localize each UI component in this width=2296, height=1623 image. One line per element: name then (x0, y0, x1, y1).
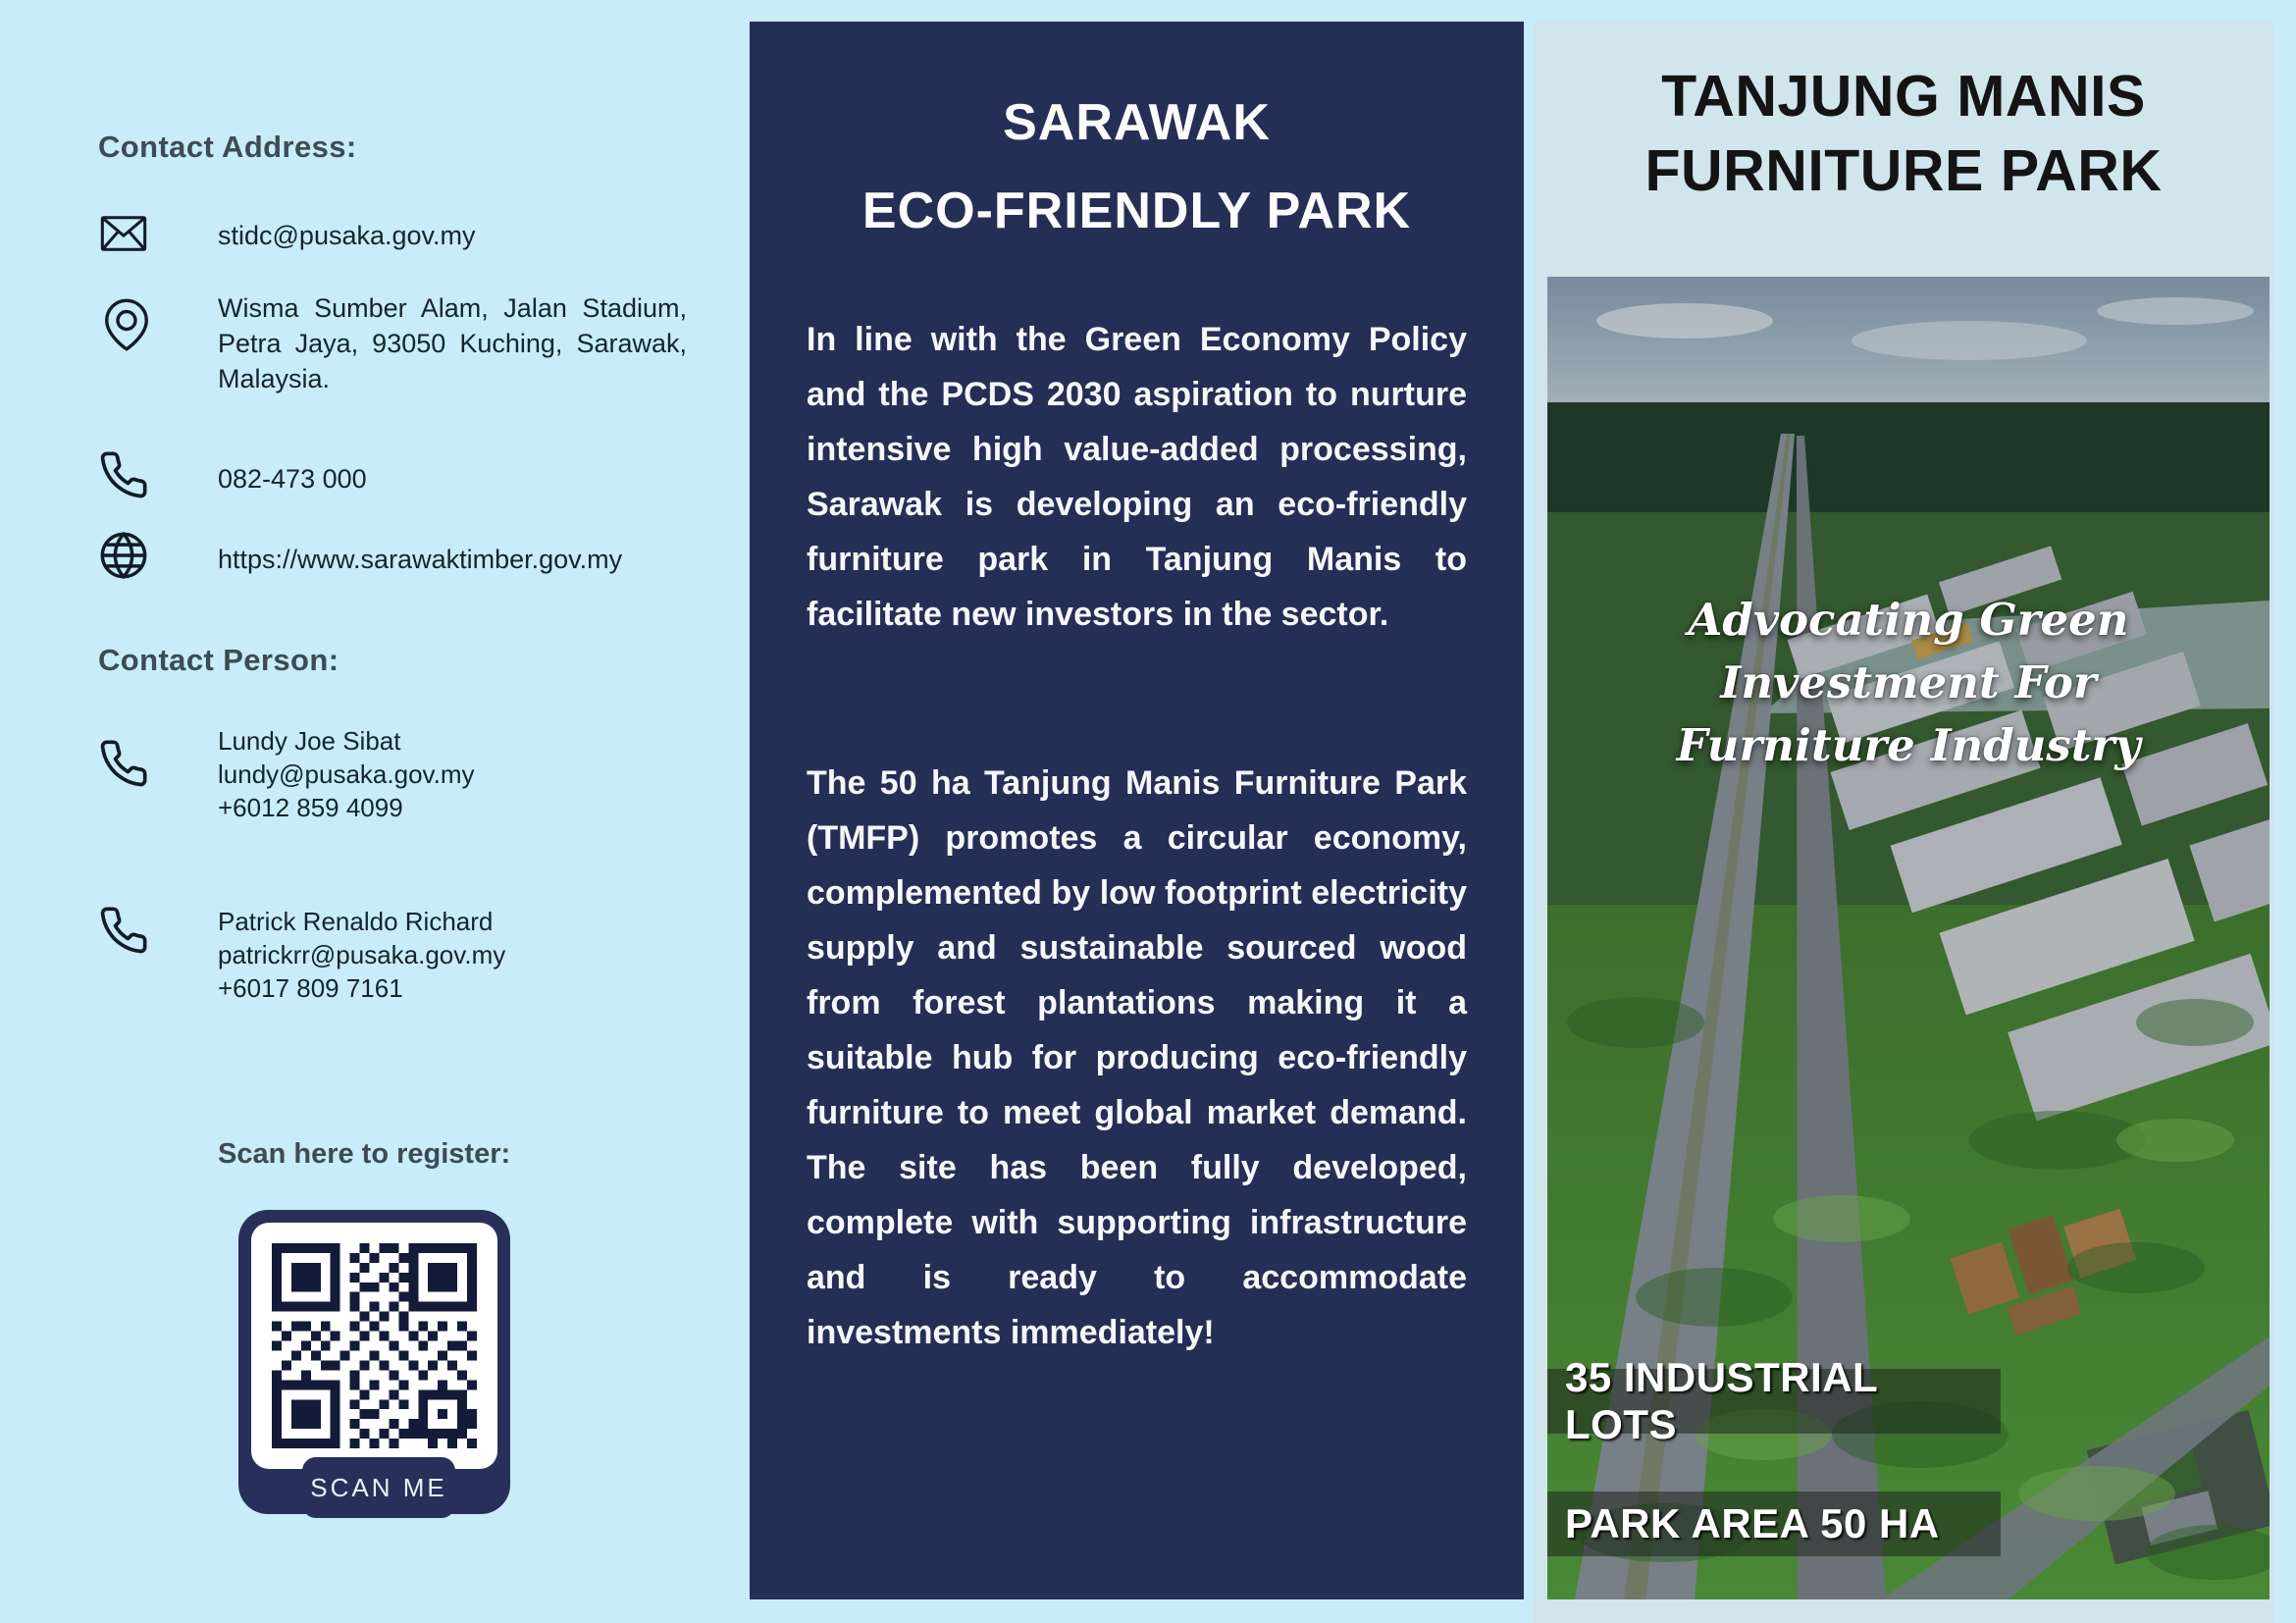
contact-person-2 (218, 905, 505, 1005)
scan-register-heading: Scan here to register: (218, 1138, 511, 1170)
eco-park-panel (750, 22, 1524, 1599)
phone-icon (98, 738, 149, 789)
scan-me-pill (302, 1457, 455, 1518)
person-name: Patrick Renaldo Richard (218, 907, 494, 936)
contact-phone: 082-473 000 (218, 464, 367, 494)
center-title (750, 79, 1524, 255)
contact-address-heading: Contact Address: (98, 130, 357, 164)
phone-icon (98, 449, 149, 500)
qr-code-pattern (251, 1223, 497, 1469)
person-phone: +6017 809 7161 (218, 973, 403, 1003)
contact-website[interactable]: https://www.sarawaktimber.gov.my (218, 545, 623, 574)
park-area-badge: PARK AREA 50 HA (1547, 1492, 2001, 1556)
aerial-park-photo (1547, 277, 2270, 1599)
globe-icon (98, 530, 149, 581)
contact-address: Wisma Sumber Alam, Jalan Stadium, Petra Jaya, 93050 Kuching, Sarawak, Malaysia. (218, 293, 687, 393)
contact-person-1 (218, 724, 475, 824)
center-title-line1: SARAWAK (1003, 94, 1271, 151)
photo-caption-line2: Furniture Industry (1676, 719, 2141, 771)
tmfp-paragraph: The 50 ha Tanjung Manis Furniture Park (TMFP) promotes a circular economy, complemented by low footprint electricity supply and sustainable sourced wood from forest plantations making it a suitable hub for producing eco-friendly furniture to meet global market demand. The site has been fully developed, complete with supporting infrastructure and is ready to accommodate investments immediately! (807, 764, 1467, 1351)
contact-panel (0, 0, 750, 1623)
photo-caption (1547, 589, 2270, 777)
phone-icon (98, 905, 149, 956)
cover-title-line2: FURNITURE PARK (1644, 138, 2163, 203)
envelope-icon (98, 208, 149, 259)
scan-me-label: SCAN ME (310, 1472, 447, 1502)
qr-code[interactable] (238, 1210, 510, 1514)
person-email[interactable]: patrickrr@pusaka.gov.my (218, 940, 506, 969)
person-name: Lundy Joe Sibat (218, 726, 401, 756)
person-phone: +6012 859 4099 (218, 793, 403, 822)
person-email[interactable]: lundy@pusaka.gov.my (218, 759, 475, 789)
cover-title (1534, 59, 2273, 208)
photo-caption-line1: Advocating Green Investment For (1688, 594, 2129, 708)
map-pin-icon (100, 290, 153, 359)
intro-paragraph: In line with the Green Economy Policy and the PCDS 2030 aspiration to nurture intensive high value-added processing, Sarawak is developing an eco-friendly furniture park in Tanjung Manis to facilitate new investors in the sector. (807, 321, 1467, 633)
contact-person-heading: Contact Person: (98, 643, 339, 677)
cover-title-line1: TANJUNG MANIS (1661, 64, 2146, 129)
tmfp-cover-panel (1534, 22, 2273, 1623)
center-title-line2: ECO-FRIENDLY PARK (861, 183, 1412, 239)
contact-email[interactable]: stidc@pusaka.gov.my (218, 221, 476, 250)
industrial-lots-badge: 35 INDUSTRIAL LOTS (1547, 1369, 2001, 1434)
